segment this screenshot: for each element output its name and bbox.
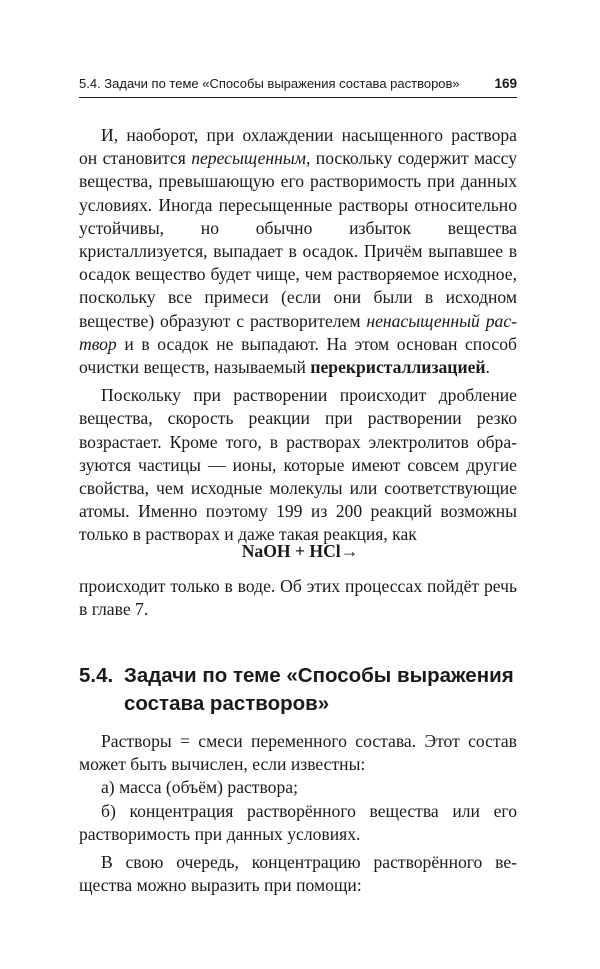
paragraph-supersaturated <box>79 124 517 379</box>
paragraph-text: . <box>485 357 490 378</box>
reaction-formula <box>0 541 600 562</box>
running-title: 5.4. Задачи по теме «Способы выражения состава растворов» <box>79 76 460 91</box>
paragraph-concentration: В свою очередь, концентрацию растворённого вещества можно выразить при помощи: <box>79 852 517 896</box>
paragraph-text: , поскольку содержит массу вещества, превышающую его растворимость при данных условиях. Иногда пересыщенные растворы относительно устойчивы, но обычно избыток вещества кристаллизуется, выпадает в осадок. Причём выпавшее в осадок вещество будет чище, чем растворяемое исходное, поскольку все примеси (если они были в исходном веществе) образуют с растворителем <box>79 148 517 331</box>
text-block-after-formula <box>79 575 517 621</box>
term-unsaturated-solution: ненасыщенный раствор <box>79 310 517 354</box>
running-header <box>79 76 517 98</box>
arrow-icon: → <box>340 541 359 561</box>
section-title-line2: состава растворов» <box>124 692 330 715</box>
list-item-a: а) масса (объём) раствора; <box>101 777 298 798</box>
text-block-section <box>79 730 517 897</box>
page-number: 169 <box>494 76 517 91</box>
paragraph-text: и в осадок не выпадают. На этом основан способ очистки веществ, называемый <box>79 333 517 378</box>
section-heading-line1 <box>79 662 519 690</box>
section-number: 5.4. <box>79 664 114 687</box>
paragraph-continuation: происходит только в воде. Об этих процессах пойдёт речь в главе 7. <box>79 576 517 620</box>
term-supersaturated: пересыщенным <box>191 148 307 169</box>
paragraph-dissolution: Поскольку при растворении происходит дробление вещества, скорость реакции при растворении резко возрастает. Кроме того, в растворах электролитов образуются частицы — ионы, которые имеют совсем другие свойства, чем исходные молекулы или соответствующие атомы. Именно поэтому 199 из 200 реакций возможны только в растворах и даже такая реакция, как <box>79 385 517 545</box>
paragraph-solutions: Растворы = смеси переменного состава. Этот состав может быть вычислен, если известны: <box>79 731 517 775</box>
section-title-line1: Задачи по теме «Способы выражения <box>124 664 514 687</box>
section-heading <box>79 662 519 718</box>
formula-text: NaOH + HCl <box>241 541 341 561</box>
list-item-b: б) концентрация растворённого вещества или его растворимость при данных условиях. <box>79 800 517 844</box>
term-recrystallization: перекристаллизацией <box>310 357 486 378</box>
paragraph-text: И, наоборот, при охлаждении насыщенного раствора он становится <box>79 125 517 169</box>
text-block-upper <box>79 124 517 547</box>
